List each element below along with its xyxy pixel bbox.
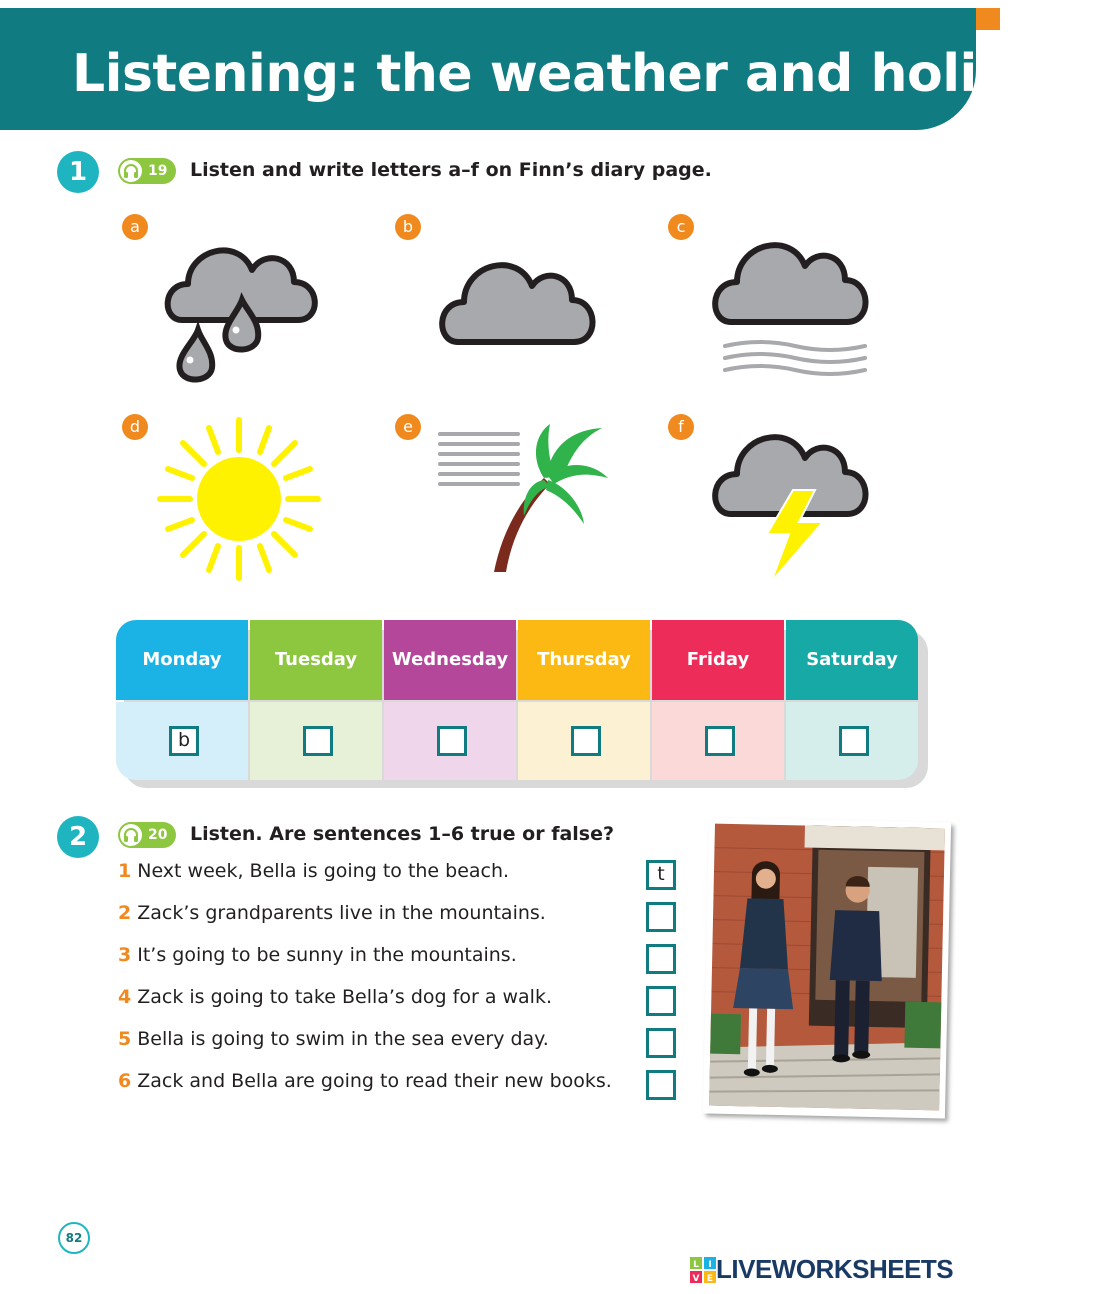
day-header-tuesday: Tuesday (250, 620, 382, 700)
svg-text:E: E (706, 1273, 714, 1284)
day-cell-saturday (786, 702, 918, 780)
answer-box-monday[interactable]: b (169, 726, 199, 756)
svg-text:I: I (708, 1259, 712, 1270)
sentence-text: It’s going to be sunny in the mountains. (137, 944, 517, 966)
svg-text:L: L (693, 1259, 699, 1270)
tf-answer-box-1[interactable]: t (646, 860, 676, 890)
tf-answer-box-2[interactable] (646, 902, 676, 932)
day-cell-thursday (518, 702, 650, 780)
day-header-wednesday: Wednesday (384, 620, 516, 700)
letter-badge-b: b (395, 214, 421, 240)
sentence-number: 5 (118, 1028, 132, 1050)
answer-box-thursday[interactable] (571, 726, 601, 756)
sentence-2 (118, 902, 546, 924)
answer-box-saturday[interactable] (839, 726, 869, 756)
sentence-number: 6 (118, 1070, 132, 1092)
sentence-5 (118, 1028, 549, 1050)
letter-badge-d: d (122, 414, 148, 440)
fog-cloud-icon (705, 226, 875, 386)
sentence-1 (118, 860, 509, 882)
diary-page (116, 620, 920, 784)
section-1-number: 1 (57, 151, 99, 193)
page-number: 82 (58, 1222, 90, 1254)
tf-answer-box-5[interactable] (646, 1028, 676, 1058)
sun-icon (156, 416, 322, 582)
sentence-number: 4 (118, 986, 132, 1008)
headphones-icon (120, 160, 142, 182)
brand-name: LIVEWORKSHEETS (716, 1254, 954, 1284)
audio-track-19[interactable] (118, 158, 176, 184)
sentence-3 (118, 944, 517, 966)
tf-answer-box-4[interactable] (646, 986, 676, 1016)
header-accent-tab (976, 8, 1000, 30)
answer-box-wednesday[interactable] (437, 726, 467, 756)
letter-badge-f: f (668, 414, 694, 440)
sentence-number: 3 (118, 944, 132, 966)
day-header-saturday: Saturday (786, 620, 918, 700)
track-number: 19 (148, 163, 168, 179)
sentence-number: 1 (118, 860, 132, 882)
day-cell-monday (116, 702, 248, 780)
rain-cloud-icon (160, 222, 330, 392)
sentence-number: 2 (118, 902, 132, 924)
answer-box-friday[interactable] (705, 726, 735, 756)
day-cell-friday (652, 702, 784, 780)
liveworksheets-brand[interactable] (690, 1254, 953, 1285)
letter-badge-a: a (122, 214, 148, 240)
sentence-4 (118, 986, 552, 1008)
section-1-instruction: Listen and write letters a–f on Finn’s diary page. (190, 159, 712, 181)
day-cell-tuesday (250, 702, 382, 780)
tf-answer-box-3[interactable] (646, 944, 676, 974)
page-title: Listening: the weather and holidays (72, 44, 1110, 104)
sentence-text: Zack and Bella are going to read their new books. (137, 1070, 612, 1092)
children-photo (703, 817, 951, 1118)
sentence-6 (118, 1070, 612, 1092)
section-2-instruction: Listen. Are sentences 1–6 true or false? (190, 823, 615, 845)
section-2-number: 2 (57, 816, 99, 858)
sentence-text: Next week, Bella is going to the beach. (137, 860, 510, 882)
day-header-friday: Friday (652, 620, 784, 700)
liveworksheets-logo-icon (690, 1257, 716, 1283)
track-number: 20 (148, 827, 168, 843)
cloud-icon (432, 244, 602, 354)
windy-palm-icon (432, 420, 618, 576)
answer-box-tuesday[interactable] (303, 726, 333, 756)
storm-cloud-icon (705, 418, 875, 590)
audio-track-20[interactable] (118, 822, 176, 848)
day-header-monday: Monday (116, 620, 248, 700)
tf-answer-box-6[interactable] (646, 1070, 676, 1100)
sentence-text: Zack is going to take Bella’s dog for a walk. (137, 986, 553, 1008)
letter-badge-c: c (668, 214, 694, 240)
headphones-icon (120, 824, 142, 846)
day-cell-wednesday (384, 702, 516, 780)
day-header-thursday: Thursday (518, 620, 650, 700)
letter-badge-e: e (395, 414, 421, 440)
sentence-text: Bella is going to swim in the sea every day. (137, 1028, 549, 1050)
svg-text:V: V (692, 1273, 700, 1284)
sentence-text: Zack’s grandparents live in the mountains. (137, 902, 546, 924)
